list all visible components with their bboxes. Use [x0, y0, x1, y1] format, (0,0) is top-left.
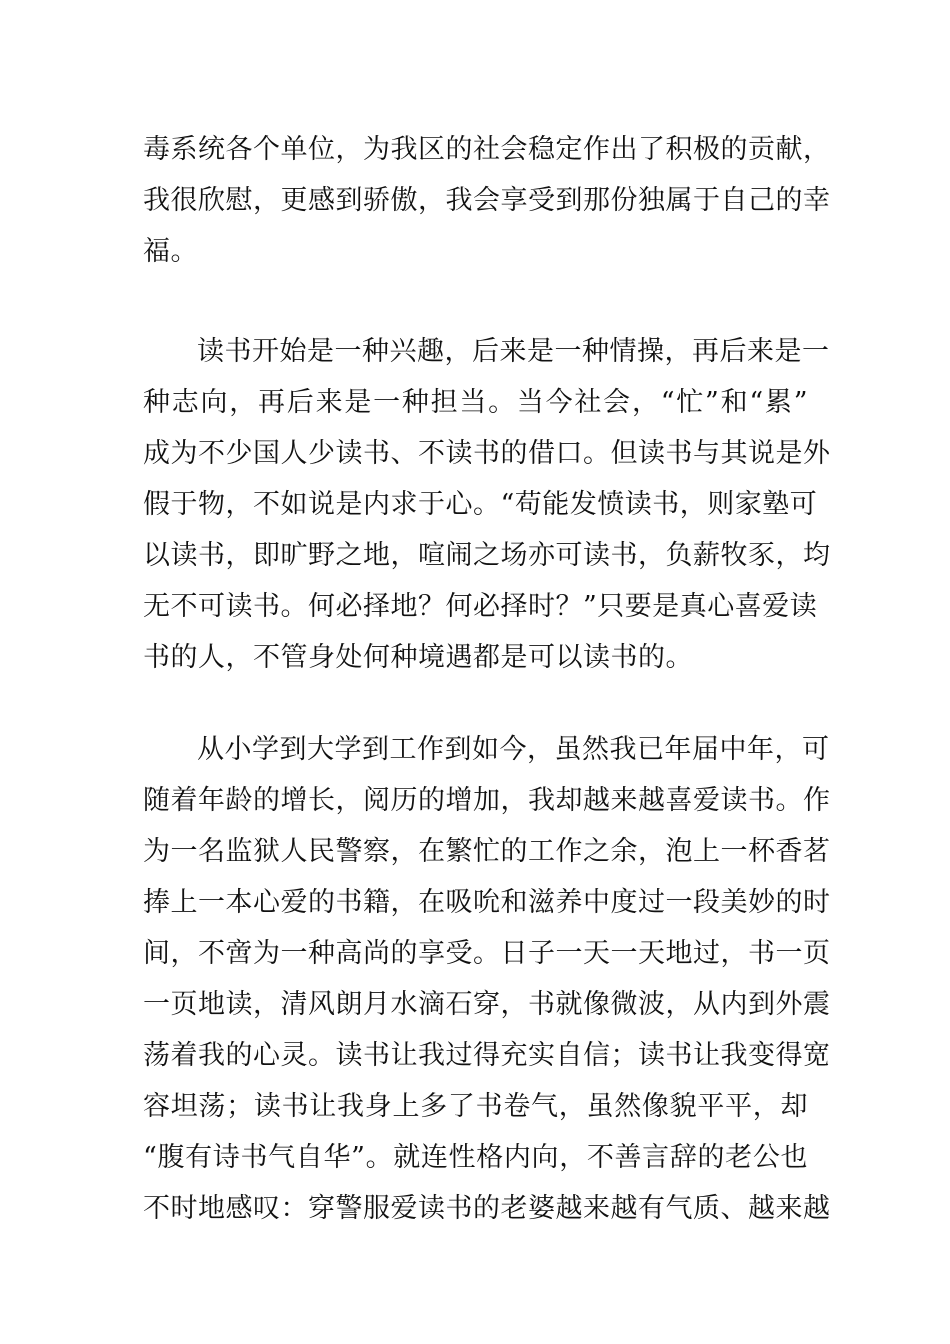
- text-line: 荡着我的心灵。读书让我过得充实自信；读书让我变得宽: [143, 1040, 831, 1071]
- text-line: 成为不少国人少读书、不读书的借口。但读书与其说是外: [143, 438, 831, 469]
- text-line: 从小学到大学到工作到如今，虽然我已年届中年，可: [197, 734, 830, 765]
- text-line: 假于物，不如说是内求于心。“苟能发愤读书，则家塾可: [143, 489, 818, 520]
- text-line: 我很欣慰，更感到骄傲，我会享受到那份独属于自己的幸: [143, 185, 831, 216]
- text-line: 容坦荡；读书让我身上多了书卷气，虽然像貌平平，却: [143, 1091, 808, 1122]
- text-line: 为一名监狱人民警察，在繁忙的工作之余，泡上一杯香茗: [143, 836, 831, 867]
- text-line: “腹有诗书气自华”。就连性格内向，不善言辞的老公也: [143, 1142, 808, 1173]
- paragraph: [143, 724, 831, 1234]
- text-line: 读书开始是一种兴趣，后来是一种情操，再后来是一: [197, 336, 830, 367]
- text-line: 毒系统各个单位，为我区的社会稳定作出了积极的贡献，: [143, 134, 831, 165]
- text-line: 随着年龄的增长，阅历的增加，我却越来越喜爱读书。作: [143, 785, 831, 816]
- text-line: 书的人，不管身处何种境遇都是可以读书的。: [143, 642, 693, 673]
- text-line: 种志向，再后来是一种担当。当今社会，“忙”和“累”: [143, 387, 808, 418]
- paragraph: [143, 326, 831, 683]
- text-line: 以读书，即旷野之地，喧闹之场亦可读书，负薪牧豕，均: [143, 540, 831, 571]
- paragraph: [143, 124, 831, 277]
- text-line: 间，不啻为一种高尚的享受。日子一天一天地过，书一页: [143, 938, 831, 969]
- text-line: 一页地读，清风朗月水滴石穿，书就像微波，从内到外震: [143, 989, 831, 1020]
- text-line: 无不可读书。何必择地？何必择时？”只要是真心喜爱读: [143, 591, 818, 622]
- text-line: 捧上一本心爱的书籍，在吸吮和滋养中度过一段美妙的时: [143, 887, 831, 918]
- text-line: 不时地感叹：穿警服爱读书的老婆越来越有气质、越来越: [143, 1193, 831, 1224]
- text-line: 福。: [143, 236, 198, 267]
